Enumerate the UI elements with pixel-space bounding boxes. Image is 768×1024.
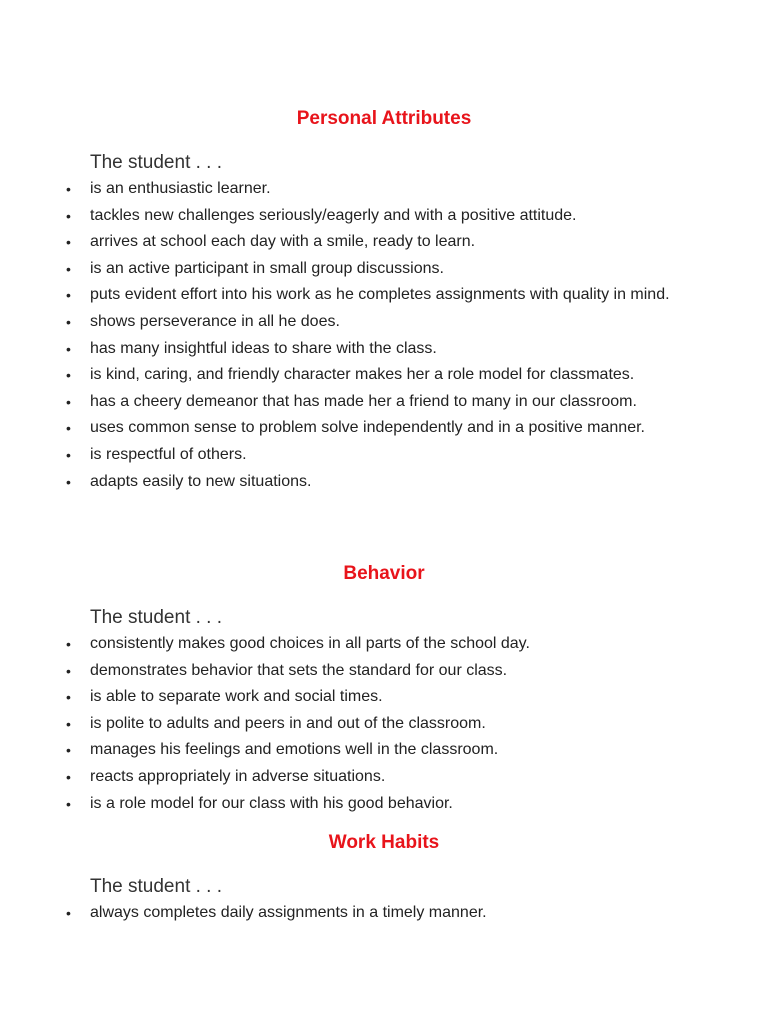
bullet-icon: • (66, 905, 71, 921)
list-item: • shows perseverance in all he does. (0, 309, 768, 336)
list-item: • is polite to adults and peers in and out of the classroom. (0, 711, 768, 738)
bullet-icon: • (66, 742, 71, 759)
list-item: • puts evident effort into his work as he completes assignments with quality in mind. (0, 282, 768, 309)
bullet-icon: • (66, 473, 71, 490)
list-item: • manages his feelings and emotions well in the classroom. (0, 737, 768, 764)
list-item: • is able to separate work and social times. (0, 684, 768, 711)
bullet-list (0, 900, 768, 927)
section-personal-attributes (0, 107, 768, 495)
bullet-icon: • (66, 313, 71, 330)
section-heading: Work Habits (328, 832, 440, 853)
bullet-icon: • (66, 662, 71, 679)
list-item: • has a cheery demeanor that has made her a friend to many in our classroom. (0, 389, 768, 416)
bullet-icon: • (66, 181, 71, 197)
list-item: • is a role model for our class with his good behavior. (0, 791, 768, 818)
list-item: • reacts appropriately in adverse situations. (0, 764, 768, 791)
section-heading: Personal Attributes (296, 108, 472, 129)
list-item: • adapts easily to new situations. (0, 469, 768, 496)
bullet-icon: • (66, 446, 71, 463)
bullet-icon: • (66, 340, 71, 357)
bullet-icon: • (66, 768, 71, 785)
bullet-icon: • (66, 260, 71, 277)
bullet-icon: • (66, 636, 71, 652)
list-item: • is respectful of others. (0, 442, 768, 469)
section-heading: Behavior (343, 563, 425, 584)
list-item: • is an active participant in small group discussions. (0, 256, 768, 283)
list-item: • always completes daily assignments in a timely manner. (0, 900, 768, 927)
section-intro: The student . . . (90, 607, 223, 628)
bullet-icon: • (66, 715, 71, 732)
bullet-list (0, 176, 768, 495)
bullet-icon: • (66, 795, 71, 812)
list-item: • demonstrates behavior that sets the standard for our class. (0, 658, 768, 685)
section-work-habits (0, 831, 768, 927)
bullet-icon: • (66, 287, 71, 304)
list-item: • consistently makes good choices in all parts of the school day. (0, 631, 768, 658)
bullet-list (0, 631, 768, 817)
list-item: • tackles new challenges seriously/eagerly and with a positive attitude. (0, 203, 768, 230)
bullet-icon: • (66, 367, 71, 384)
bullet-icon: • (66, 420, 71, 437)
section-behavior (0, 562, 768, 817)
list-item: • is an enthusiastic learner. (0, 176, 768, 203)
bullet-icon: • (66, 207, 71, 224)
list-item: • is kind, caring, and friendly character makes her a role model for classmates. (0, 362, 768, 389)
section-intro: The student . . . (90, 876, 223, 897)
bullet-icon: • (66, 393, 71, 410)
list-item: • has many insightful ideas to share with the class. (0, 336, 768, 363)
list-item: • arrives at school each day with a smile, ready to learn. (0, 229, 768, 256)
section-intro: The student . . . (90, 152, 223, 173)
bullet-icon: • (66, 234, 71, 251)
bullet-icon: • (66, 689, 71, 706)
list-item: • uses common sense to problem solve independently and in a positive manner. (0, 415, 768, 442)
